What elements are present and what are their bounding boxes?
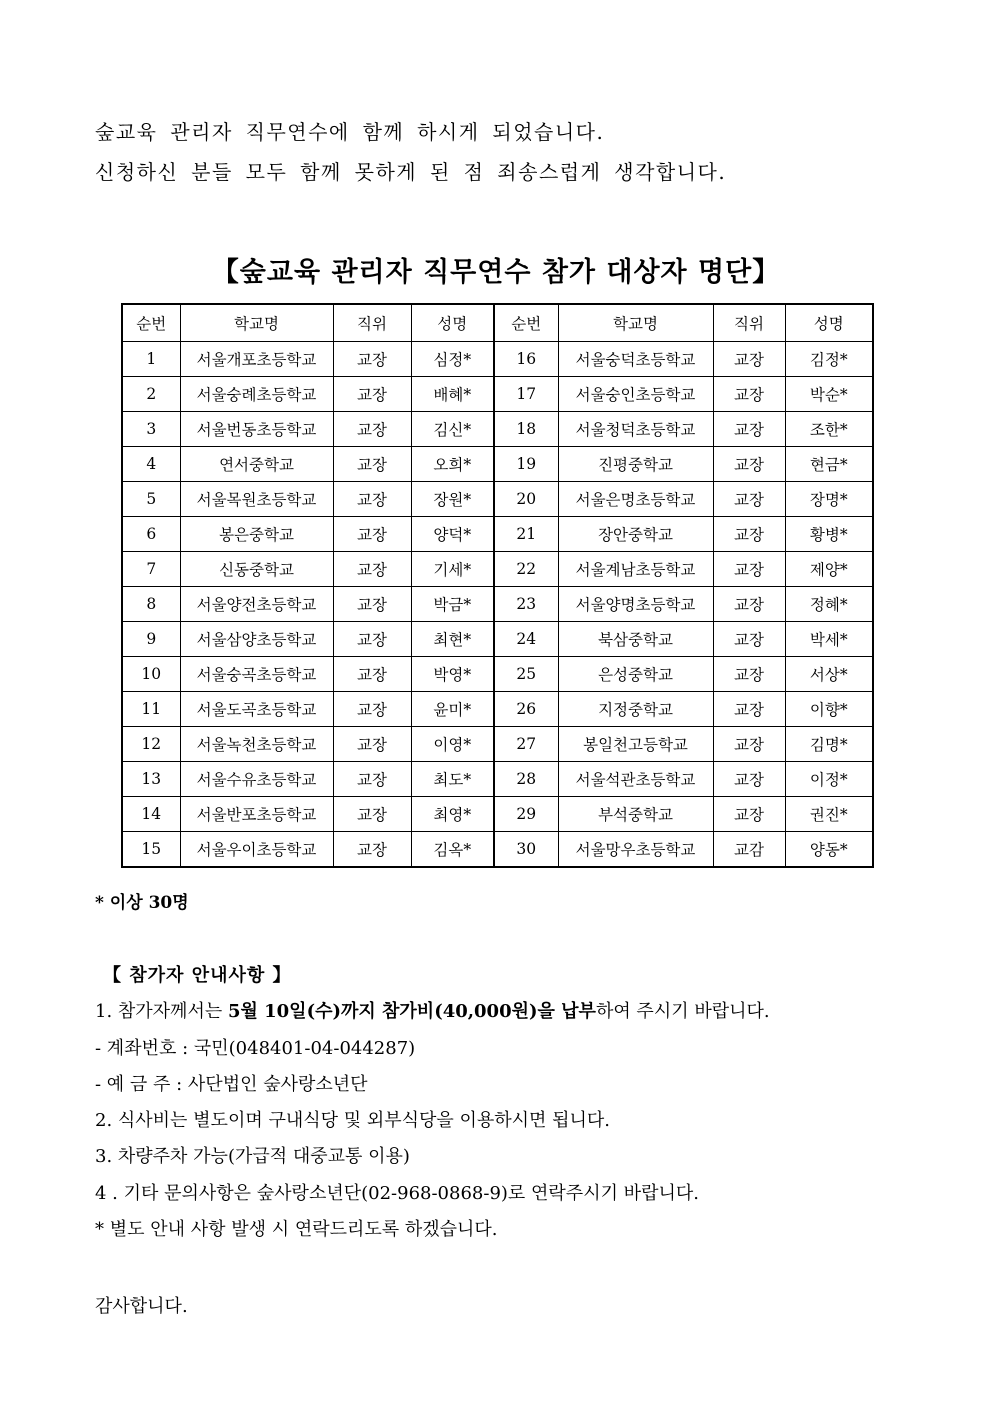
table-cell: 서울우이초등학교 xyxy=(180,832,333,868)
table-cell: 교장 xyxy=(713,517,785,552)
info-line-fee xyxy=(95,994,770,1030)
table-cell: 서상* xyxy=(785,657,873,692)
table-cell: 교장 xyxy=(333,377,411,412)
intro-line-2: 신청하신 분들 모두 함께 못하게 된 점 죄송스럽게 생각합니다. xyxy=(95,160,727,184)
table-cell: 황병* xyxy=(785,517,873,552)
header-cell: 직위 xyxy=(333,304,411,342)
fee-text-post: 하여 주시기 바랍니다. xyxy=(595,1001,770,1023)
table-cell: 권진* xyxy=(785,797,873,832)
fee-text-bold: 5월 10일(수)까지 참가비(40,000원)을 납부 xyxy=(227,1001,596,1023)
table-cell: 서울숭곡초등학교 xyxy=(180,657,333,692)
table-cell: 지정중학교 xyxy=(558,692,713,727)
info-line-holder: - 예 금 주 : 사단법인 숲사랑소년단 xyxy=(95,1073,368,1095)
table-cell: 교장 xyxy=(713,727,785,762)
table-cell: 조한* xyxy=(785,412,873,447)
table-cell: 22 xyxy=(494,552,558,587)
table-cell: 교장 xyxy=(333,482,411,517)
table-cell: 1 xyxy=(122,342,180,377)
table-cell: 교장 xyxy=(333,587,411,622)
table-cell: 9 xyxy=(122,622,180,657)
table-cell: 김신* xyxy=(411,412,494,447)
table-cell: 23 xyxy=(494,587,558,622)
table-row xyxy=(122,832,873,868)
total-note: * 이상 30명 xyxy=(95,893,189,913)
table-row xyxy=(122,517,873,552)
table-cell: 김명* xyxy=(785,727,873,762)
table-cell: 이영* xyxy=(411,727,494,762)
table-row xyxy=(122,727,873,762)
table-row xyxy=(122,762,873,797)
table-cell: 교장 xyxy=(333,552,411,587)
header-cell: 성명 xyxy=(411,304,494,342)
table-cell: 21 xyxy=(494,517,558,552)
table-cell: 박세* xyxy=(785,622,873,657)
header-cell: 직위 xyxy=(713,304,785,342)
table-cell: 서울숭례초등학교 xyxy=(180,377,333,412)
table-cell: 오희* xyxy=(411,447,494,482)
table-cell: 현금* xyxy=(785,447,873,482)
table-row xyxy=(122,552,873,587)
info-line-meal: 2. 식사비는 별도이며 구내식당 및 외부식당을 이용하시면 됩니다. xyxy=(95,1110,611,1132)
table-cell: 4 xyxy=(122,447,180,482)
header-cell: 순번 xyxy=(494,304,558,342)
table-cell: 연서중학교 xyxy=(180,447,333,482)
table-row xyxy=(122,692,873,727)
table-cell: 부석중학교 xyxy=(558,797,713,832)
table-row xyxy=(122,342,873,377)
table-row xyxy=(122,622,873,657)
table-cell: 교장 xyxy=(713,342,785,377)
table-cell: 29 xyxy=(494,797,558,832)
table-cell: 김옥* xyxy=(411,832,494,868)
table-cell: 교장 xyxy=(333,762,411,797)
table-cell: 교장 xyxy=(333,342,411,377)
table-cell: 기세* xyxy=(411,552,494,587)
fee-text-pre: 1. 참가자께서는 xyxy=(95,1001,228,1023)
table-cell: 김정* xyxy=(785,342,873,377)
closing-text: 감사합니다. xyxy=(95,1296,188,1317)
table-cell: 11 xyxy=(122,692,180,727)
table-row xyxy=(122,587,873,622)
table-cell: 8 xyxy=(122,587,180,622)
table-cell: 17 xyxy=(494,377,558,412)
table-row xyxy=(122,377,873,412)
table-cell: 27 xyxy=(494,727,558,762)
table-cell: 교장 xyxy=(333,447,411,482)
table-row xyxy=(122,412,873,447)
header-cell: 순번 xyxy=(122,304,180,342)
table-row xyxy=(122,657,873,692)
info-line-account: - 계좌번호 : 국민(048401-04-044287) xyxy=(95,1037,416,1059)
table-cell: 봉일천고등학교 xyxy=(558,727,713,762)
table-cell: 봉은중학교 xyxy=(180,517,333,552)
table-cell: 교장 xyxy=(713,657,785,692)
header-cell: 학교명 xyxy=(558,304,713,342)
table-cell: 교장 xyxy=(713,552,785,587)
table-cell: 서울청덕초등학교 xyxy=(558,412,713,447)
table-cell: 서울목원초등학교 xyxy=(180,482,333,517)
table-cell: 서울개포초등학교 xyxy=(180,342,333,377)
table-cell: 교장 xyxy=(713,447,785,482)
table-cell: 서울은명초등학교 xyxy=(558,482,713,517)
table-cell: 서울수유초등학교 xyxy=(180,762,333,797)
table-header-row xyxy=(122,304,873,342)
table-cell: 24 xyxy=(494,622,558,657)
table-cell: 서울녹천초등학교 xyxy=(180,727,333,762)
table-cell: 최영* xyxy=(411,797,494,832)
table-cell: 장명* xyxy=(785,482,873,517)
table-cell: 박금* xyxy=(411,587,494,622)
table-cell: 30 xyxy=(494,832,558,868)
info-line-notice: * 별도 안내 사항 발생 시 연락드리도록 하겠습니다. xyxy=(95,1219,498,1241)
table-cell: 서울계남초등학교 xyxy=(558,552,713,587)
table-cell: 서울양명초등학교 xyxy=(558,587,713,622)
table-cell: 20 xyxy=(494,482,558,517)
table-cell: 서울숭덕초등학교 xyxy=(558,342,713,377)
table-cell: 교장 xyxy=(333,657,411,692)
table-cell: 양덕* xyxy=(411,517,494,552)
table-cell: 25 xyxy=(494,657,558,692)
table-cell: 10 xyxy=(122,657,180,692)
table-cell: 교장 xyxy=(333,517,411,552)
intro-text xyxy=(95,112,726,192)
table-cell: 5 xyxy=(122,482,180,517)
table-cell: 28 xyxy=(494,762,558,797)
table-cell: 19 xyxy=(494,447,558,482)
table-cell: 장원* xyxy=(411,482,494,517)
table-cell: 18 xyxy=(494,412,558,447)
table-row xyxy=(122,447,873,482)
table-cell: 7 xyxy=(122,552,180,587)
table-cell: 장안중학교 xyxy=(558,517,713,552)
table-body xyxy=(122,342,873,868)
table-row xyxy=(122,797,873,832)
table-row xyxy=(122,482,873,517)
table-cell: 6 xyxy=(122,517,180,552)
table-cell: 박순* xyxy=(785,377,873,412)
table-cell: 교장 xyxy=(713,692,785,727)
table-cell: 26 xyxy=(494,692,558,727)
table-cell: 진평중학교 xyxy=(558,447,713,482)
header-cell: 성명 xyxy=(785,304,873,342)
info-line-contact: 4 . 기타 문의사항은 숲사랑소년단(02-968-0868-9)로 연락주시기 바랍니다. xyxy=(95,1182,699,1204)
table-cell: 제양* xyxy=(785,552,873,587)
table-cell: 교장 xyxy=(333,692,411,727)
table-cell: 교장 xyxy=(333,832,411,868)
table-cell: 양동* xyxy=(785,832,873,868)
info-heading: 【 참가자 안내사항 】 xyxy=(103,965,292,986)
participant-table xyxy=(121,303,874,868)
table-cell: 교장 xyxy=(713,412,785,447)
table-cell: 13 xyxy=(122,762,180,797)
table-cell: 신동중학교 xyxy=(180,552,333,587)
info-line-parking: 3. 차량주차 가능(가급적 대중교통 이용) xyxy=(95,1146,410,1168)
table-cell: 배혜* xyxy=(411,377,494,412)
table-cell: 최도* xyxy=(411,762,494,797)
table-cell: 윤미* xyxy=(411,692,494,727)
table-cell: 교장 xyxy=(713,762,785,797)
table-cell: 교장 xyxy=(713,622,785,657)
table-cell: 이정* xyxy=(785,762,873,797)
table-cell: 교장 xyxy=(713,377,785,412)
table-cell: 15 xyxy=(122,832,180,868)
table-cell: 2 xyxy=(122,377,180,412)
table-cell: 북삼중학교 xyxy=(558,622,713,657)
table-cell: 서울반포초등학교 xyxy=(180,797,333,832)
table-cell: 이향* xyxy=(785,692,873,727)
table-cell: 16 xyxy=(494,342,558,377)
document-title: 【숲교육 관리자 직무연수 참가 대상자 명단】 xyxy=(211,257,781,288)
table-cell: 교장 xyxy=(713,482,785,517)
table-cell: 교장 xyxy=(713,797,785,832)
table-cell: 최현* xyxy=(411,622,494,657)
table-cell: 교감 xyxy=(713,832,785,868)
table-cell: 14 xyxy=(122,797,180,832)
table-cell: 서울도곡초등학교 xyxy=(180,692,333,727)
table-cell: 12 xyxy=(122,727,180,762)
table-cell: 서울번동초등학교 xyxy=(180,412,333,447)
table-cell: 박영* xyxy=(411,657,494,692)
table-cell: 3 xyxy=(122,412,180,447)
header-cell: 학교명 xyxy=(180,304,333,342)
table-cell: 서울숭인초등학교 xyxy=(558,377,713,412)
table-cell: 서울석관초등학교 xyxy=(558,762,713,797)
table-cell: 교장 xyxy=(333,797,411,832)
participant-info xyxy=(95,958,770,1248)
table-cell: 서울양전초등학교 xyxy=(180,587,333,622)
table-cell: 교장 xyxy=(713,587,785,622)
table-cell: 서울삼양초등학교 xyxy=(180,622,333,657)
intro-line-1: 숲교육 관리자 직무연수에 함께 하시게 되었습니다. xyxy=(95,120,605,144)
table-cell: 정혜* xyxy=(785,587,873,622)
table-cell: 교장 xyxy=(333,622,411,657)
table-cell: 교장 xyxy=(333,412,411,447)
table-cell: 서울망우초등학교 xyxy=(558,832,713,868)
table-cell: 은성중학교 xyxy=(558,657,713,692)
table-cell: 교장 xyxy=(333,727,411,762)
table-cell: 심정* xyxy=(411,342,494,377)
